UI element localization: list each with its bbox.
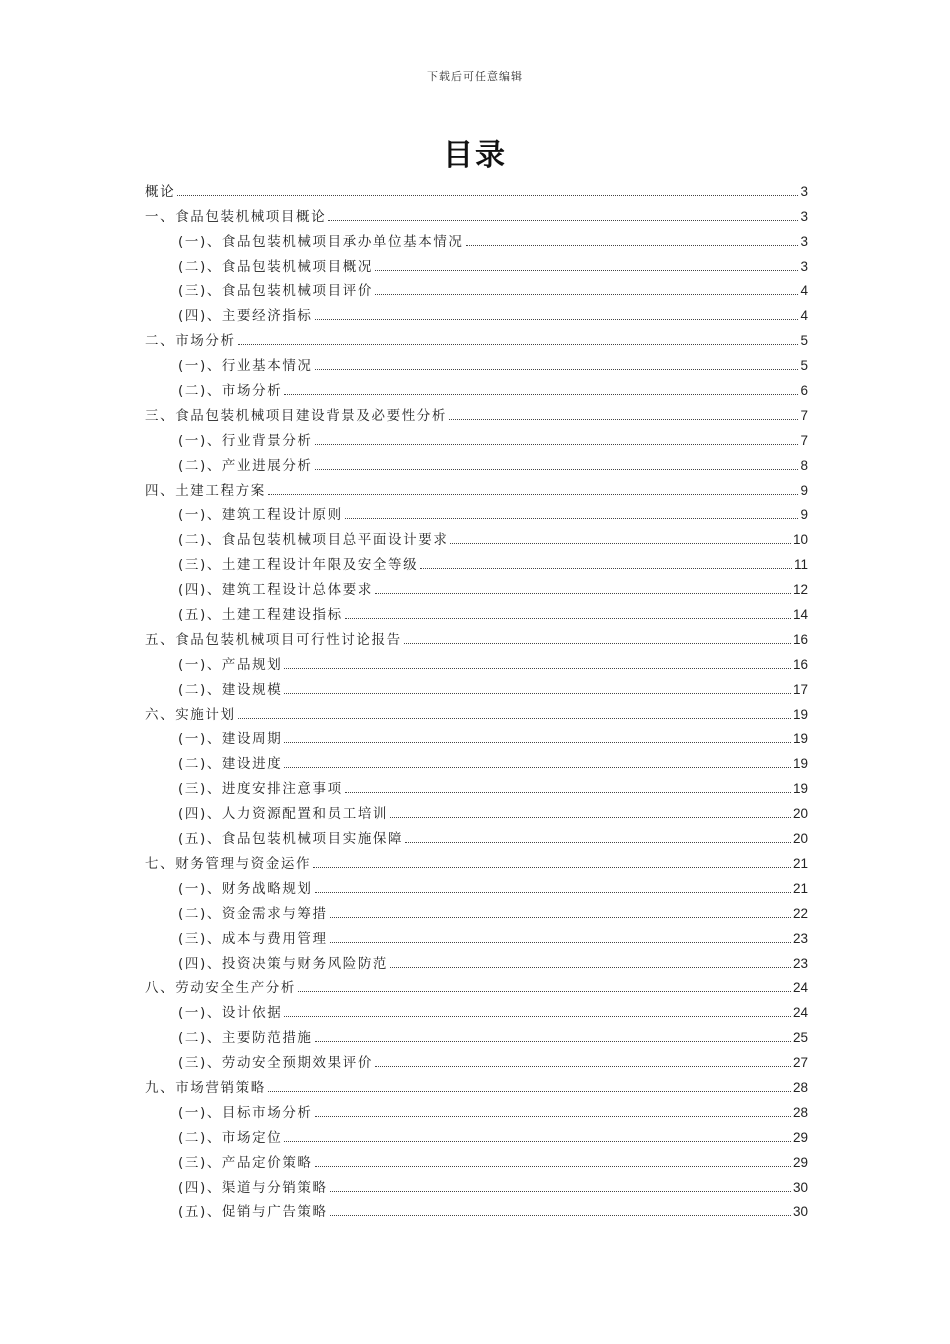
toc-entry[interactable] — [145, 200, 808, 225]
toc-entry-label: (二)、建设规模 — [178, 681, 283, 698]
toc-dot-leader — [328, 219, 798, 221]
toc-entry[interactable] — [145, 324, 808, 349]
toc-entry-page-number: 3 — [800, 183, 808, 199]
toc-dot-leader — [268, 493, 798, 495]
toc-entry-label: (一)、财务战略规划 — [178, 880, 313, 897]
toc-entry-page-number: 19 — [792, 731, 808, 747]
toc-entry-label: 四、土建工程方案 — [145, 482, 266, 499]
toc-entry-page-number: 29 — [792, 1129, 808, 1145]
toc-dot-leader — [238, 717, 791, 719]
toc-entry-page-number: 23 — [792, 930, 808, 946]
toc-entry[interactable] — [145, 648, 808, 673]
toc-dot-leader — [298, 990, 791, 992]
toc-dot-leader — [238, 343, 798, 345]
toc-entry-label: (三)、土建工程设计年限及安全等级 — [178, 557, 419, 574]
toc-entry[interactable] — [145, 872, 808, 897]
toc-entry-label: (一)、建筑工程设计原则 — [178, 507, 343, 524]
toc-entry-page-number: 8 — [800, 457, 808, 473]
toc-entry[interactable] — [145, 698, 808, 723]
toc-entry[interactable] — [145, 1096, 808, 1121]
page-title: 目录 — [443, 138, 507, 173]
toc-dot-leader — [330, 1214, 791, 1216]
toc-entry-label: (四)、渠道与分销策略 — [178, 1179, 328, 1196]
toc-entry[interactable] — [145, 947, 808, 972]
toc-entry[interactable] — [145, 673, 808, 698]
toc-entry-page-number: 25 — [792, 1030, 808, 1046]
toc-dot-leader — [315, 891, 791, 893]
toc-entry[interactable] — [145, 897, 808, 922]
toc-entry-page-number: 27 — [792, 1055, 808, 1071]
toc-entry-page-number: 23 — [792, 955, 808, 971]
toc-entry-page-number: 17 — [792, 681, 808, 697]
toc-entry-label: (三)、产品定价策略 — [178, 1154, 313, 1171]
toc-dot-leader — [375, 1065, 791, 1067]
toc-dot-leader — [466, 244, 798, 246]
toc-entry[interactable] — [145, 1121, 808, 1146]
toc-entry-label: (四)、人力资源配置和员工培训 — [178, 806, 389, 823]
toc-entry[interactable] — [145, 747, 808, 772]
toc-entry-label: (一)、建设周期 — [178, 731, 283, 748]
toc-entry-page-number: 20 — [792, 831, 808, 847]
toc-entry[interactable] — [145, 225, 808, 250]
toc-entry-label: (一)、行业基本情况 — [178, 358, 313, 375]
toc-dot-leader — [284, 741, 791, 743]
toc-entry-label: (一)、食品包装机械项目承办单位基本情况 — [178, 233, 464, 250]
toc-entry[interactable] — [145, 1146, 808, 1171]
toc-entry-label: (四)、建筑工程设计总体要求 — [178, 582, 373, 599]
toc-entry-page-number: 19 — [792, 781, 808, 797]
toc-dot-leader — [375, 269, 798, 271]
toc-entry-page-number: 19 — [792, 706, 808, 722]
toc-dot-leader — [375, 293, 798, 295]
toc-dot-leader — [375, 592, 791, 594]
toc-entry-page-number: 5 — [800, 333, 808, 349]
toc-entry-label: (三)、食品包装机械项目评价 — [178, 283, 373, 300]
toc-entry[interactable] — [145, 972, 808, 997]
toc-dot-leader — [315, 468, 798, 470]
toc-entry-label: (一)、目标市场分析 — [178, 1104, 313, 1121]
toc-entry[interactable] — [145, 374, 808, 399]
toc-entry[interactable] — [145, 1021, 808, 1046]
toc-entry-page-number: 29 — [792, 1154, 808, 1170]
toc-entry[interactable] — [145, 424, 808, 449]
toc-dot-leader — [313, 866, 791, 868]
toc-entry[interactable] — [145, 449, 808, 474]
toc-entry-page-number: 21 — [792, 880, 808, 896]
toc-entry-page-number: 24 — [792, 980, 808, 996]
toc-entry-label: 八、劳动安全生产分析 — [145, 980, 296, 997]
toc-entry[interactable] — [145, 573, 808, 598]
toc-entry[interactable] — [145, 822, 808, 847]
toc-entry-page-number: 19 — [792, 756, 808, 772]
toc-entry-page-number: 28 — [792, 1104, 808, 1120]
toc-entry[interactable] — [145, 922, 808, 947]
toc-entry-label: (五)、促销与广告策略 — [178, 1204, 328, 1221]
toc-dot-leader — [284, 1140, 791, 1142]
toc-entry[interactable] — [145, 1171, 808, 1196]
toc-dot-leader — [390, 966, 791, 968]
toc-entry[interactable] — [145, 598, 808, 623]
toc-entry[interactable] — [145, 996, 808, 1021]
toc-dot-leader — [330, 941, 791, 943]
toc-entry-page-number: 7 — [800, 407, 808, 423]
toc-dot-leader — [284, 766, 791, 768]
toc-entry-label: (二)、市场定位 — [178, 1129, 283, 1146]
toc-dot-leader — [315, 1115, 791, 1117]
toc-entry-label: (五)、食品包装机械项目实施保障 — [178, 831, 404, 848]
toc-entry-label: 一、食品包装机械项目概论 — [145, 208, 327, 225]
toc-entry[interactable] — [145, 847, 808, 872]
toc-entry-page-number: 30 — [792, 1179, 808, 1195]
toc-dot-leader — [284, 393, 798, 395]
toc-entry-page-number: 5 — [800, 358, 808, 374]
toc-entry-label: (二)、食品包装机械项目概况 — [178, 258, 373, 275]
toc-entry-label: (二)、食品包装机械项目总平面设计要求 — [178, 532, 449, 549]
toc-entry-page-number: 3 — [800, 233, 808, 249]
toc-entry-label: (二)、资金需求与筹措 — [178, 905, 328, 922]
toc-entry-page-number: 3 — [800, 258, 808, 274]
toc-entry-label: 概论 — [145, 183, 176, 200]
toc-entry-page-number: 22 — [792, 905, 808, 921]
table-of-contents — [145, 175, 808, 1220]
toc-entry-page-number: 30 — [792, 1204, 808, 1220]
header-note: 下载后可任意编辑 — [427, 70, 523, 83]
toc-entry-page-number: 16 — [792, 656, 808, 672]
toc-entry[interactable] — [145, 299, 808, 324]
toc-entry-label: (四)、投资决策与财务风险防范 — [178, 955, 389, 972]
toc-entry-label: (三)、成本与费用管理 — [178, 930, 328, 947]
toc-entry-page-number: 14 — [792, 607, 808, 623]
toc-entry-label: (三)、劳动安全预期效果评价 — [178, 1055, 373, 1072]
toc-entry[interactable] — [145, 548, 808, 573]
toc-dot-leader — [315, 1040, 791, 1042]
toc-entry-label: (一)、产品规划 — [178, 656, 283, 673]
toc-entry-page-number: 7 — [800, 432, 808, 448]
toc-dot-leader — [345, 517, 798, 519]
toc-dot-leader — [268, 1090, 791, 1092]
toc-entry[interactable] — [145, 1046, 808, 1071]
toc-entry[interactable] — [145, 349, 808, 374]
toc-entry[interactable] — [145, 275, 808, 300]
toc-entry-label: 九、市场营销策略 — [145, 1079, 266, 1096]
toc-dot-leader — [284, 1015, 791, 1017]
toc-entry-page-number: 20 — [792, 806, 808, 822]
toc-entry[interactable] — [145, 399, 808, 424]
toc-entry-label: (二)、主要防范措施 — [178, 1030, 313, 1047]
toc-entry-label: (二)、市场分析 — [178, 383, 283, 400]
toc-entry[interactable] — [145, 499, 808, 524]
toc-entry-page-number: 10 — [792, 532, 808, 548]
toc-entry-page-number: 16 — [792, 631, 808, 647]
toc-entry-label: (四)、主要经济指标 — [178, 308, 313, 325]
toc-dot-leader — [390, 816, 791, 818]
toc-dot-leader — [330, 916, 791, 918]
toc-entry-page-number: 4 — [800, 308, 808, 324]
toc-entry-label: (一)、行业背景分析 — [178, 432, 313, 449]
toc-entry-page-number: 24 — [792, 1005, 808, 1021]
toc-entry-label: (五)、土建工程建设指标 — [178, 607, 343, 624]
toc-dot-leader — [315, 443, 798, 445]
toc-entry[interactable] — [145, 1196, 808, 1221]
toc-entry-label: 六、实施计划 — [145, 706, 236, 723]
toc-dot-leader — [315, 318, 798, 320]
toc-dot-leader — [345, 791, 791, 793]
toc-dot-leader — [404, 642, 791, 644]
toc-dot-leader — [177, 194, 798, 196]
toc-entry-label: 五、食品包装机械项目可行性讨论报告 — [145, 631, 402, 648]
toc-dot-leader — [450, 542, 791, 544]
toc-entry-page-number: 12 — [792, 582, 808, 598]
toc-entry[interactable] — [145, 623, 808, 648]
toc-dot-leader — [345, 617, 791, 619]
toc-entry-label: 三、食品包装机械项目建设背景及必要性分析 — [145, 407, 447, 424]
toc-dot-leader — [284, 667, 791, 669]
toc-entry-page-number: 3 — [800, 208, 808, 224]
toc-entry[interactable] — [145, 772, 808, 797]
toc-dot-leader — [449, 418, 798, 420]
toc-entry-label: (二)、建设进度 — [178, 756, 283, 773]
toc-dot-leader — [420, 567, 792, 569]
toc-entry[interactable] — [145, 474, 808, 499]
toc-dot-leader — [330, 1190, 791, 1192]
toc-entry-label: 七、财务管理与资金运作 — [145, 855, 312, 872]
toc-dot-leader — [315, 1165, 791, 1167]
toc-entry[interactable] — [145, 523, 808, 548]
toc-entry-page-number: 21 — [792, 855, 808, 871]
toc-entry-label: (二)、产业进展分析 — [178, 457, 313, 474]
toc-entry[interactable] — [145, 1071, 808, 1096]
toc-entry-page-number: 28 — [792, 1079, 808, 1095]
toc-entry-page-number: 4 — [800, 283, 808, 299]
toc-entry[interactable] — [145, 175, 808, 200]
toc-entry-page-number: 9 — [800, 507, 808, 523]
toc-entry-page-number: 11 — [793, 557, 808, 573]
toc-dot-leader — [284, 692, 791, 694]
toc-entry-label: (一)、设计依据 — [178, 1005, 283, 1022]
toc-entry-page-number: 9 — [800, 482, 808, 498]
toc-dot-leader — [315, 368, 798, 370]
toc-entry[interactable] — [145, 723, 808, 748]
toc-entry[interactable] — [145, 797, 808, 822]
toc-entry-label: 二、市场分析 — [145, 333, 236, 350]
toc-entry-page-number: 6 — [800, 383, 808, 399]
toc-entry[interactable] — [145, 250, 808, 275]
toc-entry-label: (三)、进度安排注意事项 — [178, 781, 343, 798]
toc-dot-leader — [405, 841, 791, 843]
